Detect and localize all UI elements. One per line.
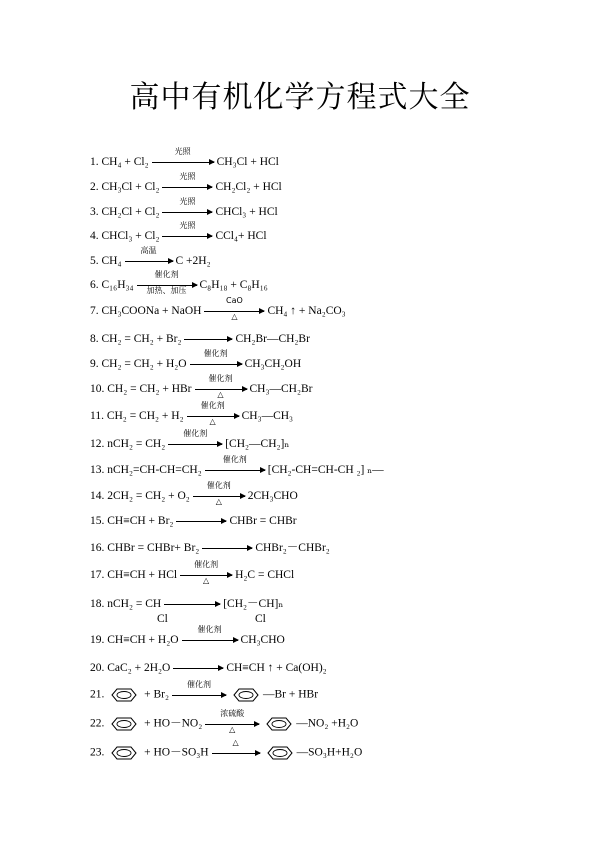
reaction-arrow — [180, 560, 232, 586]
equation-products: CHCl₃ + HCl — [215, 206, 278, 218]
reaction-arrow — [204, 296, 264, 322]
reaction-arrow — [193, 481, 245, 507]
equation-products: —SO₃H+H₂O — [296, 746, 363, 759]
reaction-arrow — [190, 349, 242, 371]
reaction-condition-above: 催化剂 — [208, 374, 233, 384]
reaction-arrow — [173, 661, 223, 675]
equation-number: 16. — [90, 542, 105, 554]
equation-number: 6. — [90, 279, 99, 291]
reaction-condition-below: △ — [229, 725, 236, 734]
equation-reactants: CH₂Cl + Cl₂ — [101, 206, 160, 218]
equation-products: —NO₂ +H₂O — [296, 717, 359, 730]
reaction-arrow — [187, 401, 239, 427]
benzene-ring-icon — [229, 687, 263, 703]
arrow-line — [212, 753, 260, 754]
arrow-line — [176, 521, 226, 522]
reaction-condition-below: △ — [203, 576, 210, 586]
reaction-arrow — [125, 246, 173, 268]
reaction-condition-above: 光照 — [179, 221, 196, 231]
equation-5 — [90, 246, 211, 268]
reaction-arrow — [195, 374, 247, 400]
equation-8 — [90, 332, 310, 346]
arrow-line — [205, 470, 265, 471]
equation-17 — [90, 560, 295, 586]
equation-reactants: CHBr = CHBr+ Br₂ — [107, 542, 200, 554]
benzene-ring-icon — [107, 687, 141, 703]
equation-number: 23. — [90, 746, 105, 759]
equation-reactants: CaC₂ + 2H₂O — [107, 662, 171, 674]
benzene-ring-icon — [262, 716, 296, 732]
equation-11 — [90, 401, 294, 427]
equation-number: 2. — [90, 181, 99, 193]
equation-reactants: CH₄ — [101, 255, 122, 267]
equation-products: —Br + HBr — [263, 688, 319, 701]
reaction-condition-above: 催化剂 — [206, 481, 231, 491]
equation-number: 17. — [90, 569, 105, 581]
reaction-condition-above: 催化剂 — [200, 401, 225, 411]
equation-number: 20. — [90, 662, 105, 674]
reaction-arrow — [162, 172, 212, 194]
reaction-arrow — [162, 221, 212, 243]
benzene-ring-icon — [263, 745, 297, 761]
equation-14 — [90, 481, 298, 507]
arrow-line — [125, 261, 173, 262]
equation-reactants: CH₄ + Cl₂ — [101, 156, 149, 168]
reaction-arrow — [205, 709, 259, 734]
equation-reactants: + HO－NO₂ — [144, 717, 203, 730]
equation-reactants: CH₃Cl + Cl₂ — [101, 181, 160, 193]
equation-reactants: CH₂ = CH₂ + H₂O — [101, 358, 187, 370]
equation-number: 9. — [90, 358, 99, 370]
equation-reactants: + Br₂ — [144, 688, 169, 701]
equation-number: 4. — [90, 230, 99, 242]
equation-reactants: CH₂ = CH₂ + Br₂ — [101, 333, 182, 345]
equation-number: 15. — [90, 515, 105, 527]
equation-6 — [90, 270, 268, 296]
equation-2 — [90, 172, 282, 194]
reaction-arrow — [152, 147, 214, 169]
equation-reactants: CH₃COONa + NaOH — [101, 305, 202, 317]
reaction-arrow — [184, 332, 232, 346]
reaction-condition-above: △ — [232, 738, 239, 747]
equation-products: CH₃Cl + HCl — [216, 156, 279, 168]
reaction-arrow — [164, 597, 220, 611]
equation-products: CH₃CH₂OH — [244, 358, 302, 370]
equation-4 — [90, 221, 267, 243]
equation-number: 22. — [90, 717, 105, 730]
reaction-condition-below: △ — [215, 497, 222, 507]
equation-12 — [90, 429, 290, 451]
equation-reactants: CH₂ = CH₂ + H₂ — [106, 410, 184, 422]
equation-number: 21. — [90, 688, 105, 701]
reaction-arrow — [137, 270, 197, 296]
reaction-condition-above: 光照 — [174, 147, 191, 157]
equation-20 — [90, 661, 327, 675]
arrow-line — [162, 187, 212, 188]
arrow-line — [182, 640, 238, 641]
eq18-substituent-right: Cl — [255, 613, 266, 625]
reaction-condition-above: 催化剂 — [187, 680, 211, 689]
reaction-condition-above: 催化剂 — [197, 625, 222, 635]
reaction-condition-above: 光照 — [179, 197, 196, 207]
equation-reactants: nCH₂=CH-CH=CH₂ — [107, 464, 202, 476]
equation-10 — [90, 374, 313, 400]
reaction-condition-below: 加热、加压 — [146, 286, 187, 296]
equation-products: H₂C = CHCl — [235, 569, 295, 581]
arrow-line — [152, 162, 214, 163]
equation-reactants: nCH₂ = CH₂ — [107, 438, 166, 450]
reaction-arrow — [212, 738, 260, 760]
equation-number: 18. — [90, 598, 105, 610]
equation-1 — [90, 147, 279, 169]
arrow-line — [173, 668, 223, 669]
equation-products: [CH₂－CH]ₙ — [223, 598, 284, 610]
reaction-condition-above: 催化剂 — [154, 270, 179, 280]
equation-products: C +2H₂ — [175, 255, 211, 267]
equation-number: 10. — [90, 383, 105, 395]
equation-products: [CH₂—CH₂]ₙ — [225, 438, 290, 450]
equation-23 — [90, 738, 363, 761]
reaction-arrow — [172, 680, 226, 702]
reaction-condition-above: 催化剂 — [183, 429, 208, 439]
eq18-substituent-left: Cl — [157, 613, 168, 625]
reaction-condition-above: 高温 — [140, 246, 157, 256]
arrow-line — [202, 548, 252, 549]
equation-19 — [90, 625, 285, 647]
equation-number: 8. — [90, 333, 99, 345]
equation-16 — [90, 541, 330, 555]
equation-products: CH₃CHO — [240, 634, 285, 646]
equation-3 — [90, 197, 278, 219]
equation-products: CH₃—CH₃ — [241, 410, 294, 422]
equation-7 — [90, 296, 346, 322]
equation-products: [CH₂-CH=CH-CH ₂] ₙ— — [267, 464, 384, 476]
equation-number: 5. — [90, 255, 99, 267]
equation-number: 3. — [90, 206, 99, 218]
equation-products: CH₃—CH₂Br — [249, 383, 313, 395]
arrow-line — [184, 339, 232, 340]
reaction-condition-below: △ — [217, 390, 224, 400]
arrow-line — [164, 604, 220, 605]
equation-products: CH₂Br—CH₂Br — [235, 333, 310, 345]
arrow-line — [168, 444, 222, 445]
benzene-ring-icon — [107, 745, 141, 761]
equation-reactants: CHCl₃ + Cl₂ — [101, 230, 160, 242]
reaction-condition-above: 催化剂 — [194, 560, 219, 570]
equation-18 — [90, 597, 283, 611]
equation-products: CHBr = CHBr — [229, 515, 297, 527]
arrow-line — [162, 236, 212, 237]
equation-number: 12. — [90, 438, 105, 450]
equation-21 — [90, 680, 319, 703]
equation-reactants: CH≡CH + HCl — [107, 569, 178, 581]
equation-22 — [90, 709, 359, 734]
arrow-line — [172, 695, 226, 696]
benzene-ring-icon — [107, 716, 141, 732]
equation-number: 19. — [90, 634, 105, 646]
equation-products: CH₂Cl₂ + HCl — [215, 181, 282, 193]
equation-reactants: nCH₂ = CH — [107, 598, 162, 610]
reaction-condition-above: CaO — [226, 296, 243, 306]
equation-products: 2CH₃CHO — [247, 490, 298, 502]
reaction-condition-above: 浓硫酸 — [220, 709, 245, 718]
equation-reactants: CH₂ = CH₂ + HBr — [107, 383, 192, 395]
page-title: 高中有机化学方程式大全 — [129, 80, 471, 115]
reaction-arrow — [162, 197, 212, 219]
reaction-arrow — [182, 625, 238, 647]
equation-number: 14. — [90, 490, 105, 502]
equation-9 — [90, 349, 302, 371]
equation-15 — [90, 514, 297, 528]
equation-13 — [90, 455, 384, 477]
equation-number: 11. — [90, 410, 104, 422]
reaction-arrow — [168, 429, 222, 451]
equation-reactants: CH≡CH + H₂O — [107, 634, 179, 646]
reaction-condition-above: 催化剂 — [222, 455, 247, 465]
equation-reactants: + HO－SO₃H — [144, 746, 209, 759]
equation-number: 13. — [90, 464, 105, 476]
reaction-arrow — [205, 455, 265, 477]
equation-products: CH₄ ↑ + Na₂CO₃ — [267, 305, 346, 317]
equation-reactants: C₁₆H₃₄ — [101, 279, 134, 291]
equation-products: CH≡CH ↑ + Ca(OH)₂ — [226, 662, 327, 674]
equation-products: C₈H₁₈ + C₈H₁₆ — [199, 279, 268, 291]
equation-reactants: 2CH₂ = CH₂ + O₂ — [107, 490, 190, 502]
reaction-arrow — [176, 514, 226, 528]
reaction-condition-below: △ — [231, 312, 238, 322]
reaction-condition-above: 催化剂 — [203, 349, 228, 359]
equation-number: 7. — [90, 305, 99, 317]
equation-number: 1. — [90, 156, 99, 168]
equation-products: CCl₄+ HCl — [215, 230, 267, 242]
arrow-line — [190, 364, 242, 365]
equation-reactants: CH≡CH + Br₂ — [107, 515, 174, 527]
reaction-condition-above: 光照 — [179, 172, 196, 182]
reaction-condition-below: △ — [209, 417, 216, 427]
reaction-arrow — [202, 541, 252, 555]
equation-products: CHBr₂－CHBr₂ — [255, 542, 330, 554]
arrow-line — [162, 212, 212, 213]
